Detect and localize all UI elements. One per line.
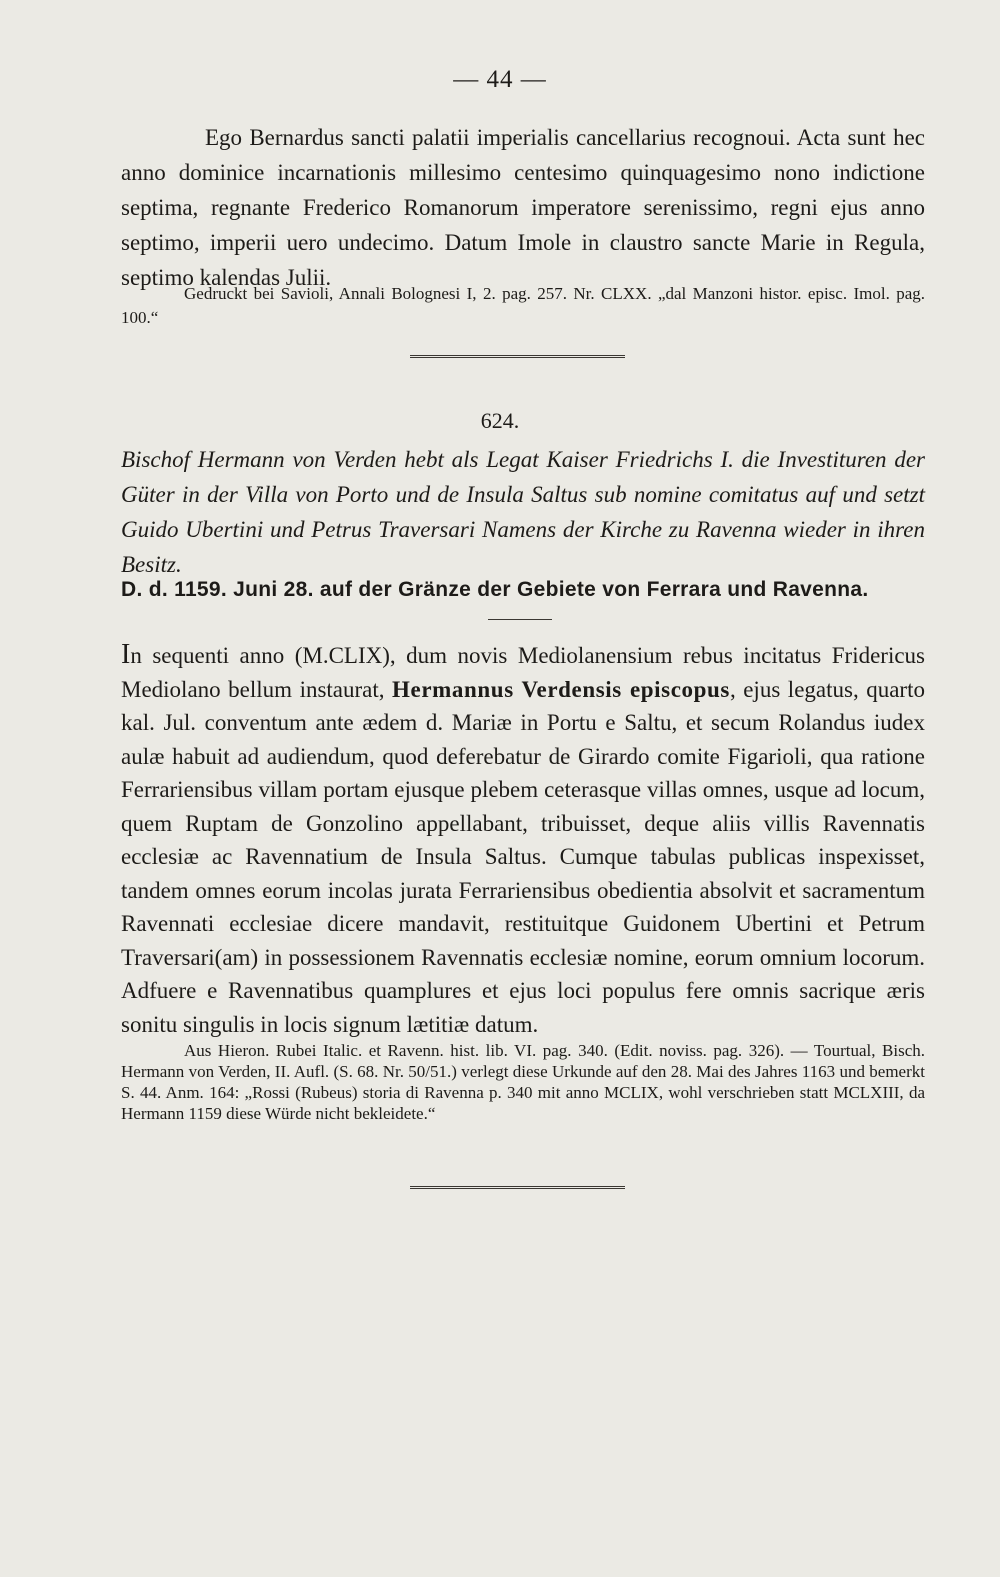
- print-source-note: Gedruckt bei Savioli, Annali Bolognesi I, 2. pag. 257. Nr. CLXX. „dal Manzoni histor. episc. Imol. pag. 100.“: [121, 284, 925, 327]
- end-divider: [410, 1186, 625, 1189]
- initial-letter: I: [121, 639, 131, 670]
- document-text-part1: n sequenti anno (M.CLIX), dum novis Mediolanensium rebus incitatus Fridericus Mediolano bellum instaurat,: [121, 643, 925, 702]
- document-number: 624.: [480, 408, 520, 433]
- bishop-name: Hermannus Verdensis episcopus: [392, 676, 730, 702]
- document-regest: Bischof Hermann von Verden hebt als Legat Kaiser Friedrichs I. die Investituren der Güter in der Villa von Porto und de Insula Saltus sub nomine comitatus auf und setzt Guido Ubertini und Petrus Traversari Namens der Kirche zu Ravenna wieder in ihren Besitz.: [121, 447, 925, 577]
- page-number: — 44 —: [453, 66, 547, 93]
- section-divider: [410, 355, 625, 358]
- document-text-part2: , ejus legatus, quarto kal. Jul. conventum ante ædem d. Mariæ in Portu e Saltu, et secum Rolandus iudex aulæ habuit ad audiendum, quod deferebatur de Girardo comite Figarioli, qua ratione Ferrariensibus villam portam ejusque plebem ceterasque villas omnes, usque ad locum, quem Ruptam de Gonzolino appellabant, tribuisset, deque aliis villis Ravennatis ecclesiæ ac Ravennatium de Insula Saltus. Cumque tabulas publicas inspexisset, tandem omnes eorum incolas jurata Ferrariensibus obedientia absolvit et sacramentum Ravennati ecclesiae dicere mandavit, restituitque Guidonem Ubertini et Petrum Traversari(am) in possessionem Ravennatis ecclesiæ nomine, eorum omnium locorum. Adfuere e Ravennatibus quamplures et ejus loci populus fere omnis sacrique æris sonitu singulis in locis signum lætitiæ datum.: [121, 676, 925, 1037]
- short-divider: [488, 619, 552, 620]
- document-dateline: D. d. 1159. Juni 28. auf der Gränze der Gebiete von Ferrara und Ravenna.: [121, 578, 869, 601]
- document-text: [121, 638, 925, 1041]
- charter-closing-paragraph: Ego Bernardus sancti palatii imperialis cancellarius recognoui. Acta sunt hec anno dominice incarnationis millesimo centesimo quinquagesimo nono indictione septima, regnante Frederico Romanorum imperatore serenissimo, regni ejus anno septimo, imperii uero undecimo. Datum Imole in claustro sancte Marie in Regula, septimo kalendas Julii.: [121, 125, 925, 290]
- source-footnote: Aus Hieron. Rubei Italic. et Ravenn. hist. lib. VI. pag. 340. (Edit. noviss. pag. 326). — Tourtual, Bisch. Hermann von Verden, II. Aufl. (S. 68. Nr. 50/51.) verlegt diese Urkunde auf den 28. Mai des Jahres 1163 und bemerkt S. 44. Anm. 164: „Rossi (Rubeus) storia di Ravenna p. 340 mit anno MCLIX, wohl verschrieben statt MCLXIII, da Hermann 1159 diese Würde nicht bekleidete.“: [121, 1041, 925, 1123]
